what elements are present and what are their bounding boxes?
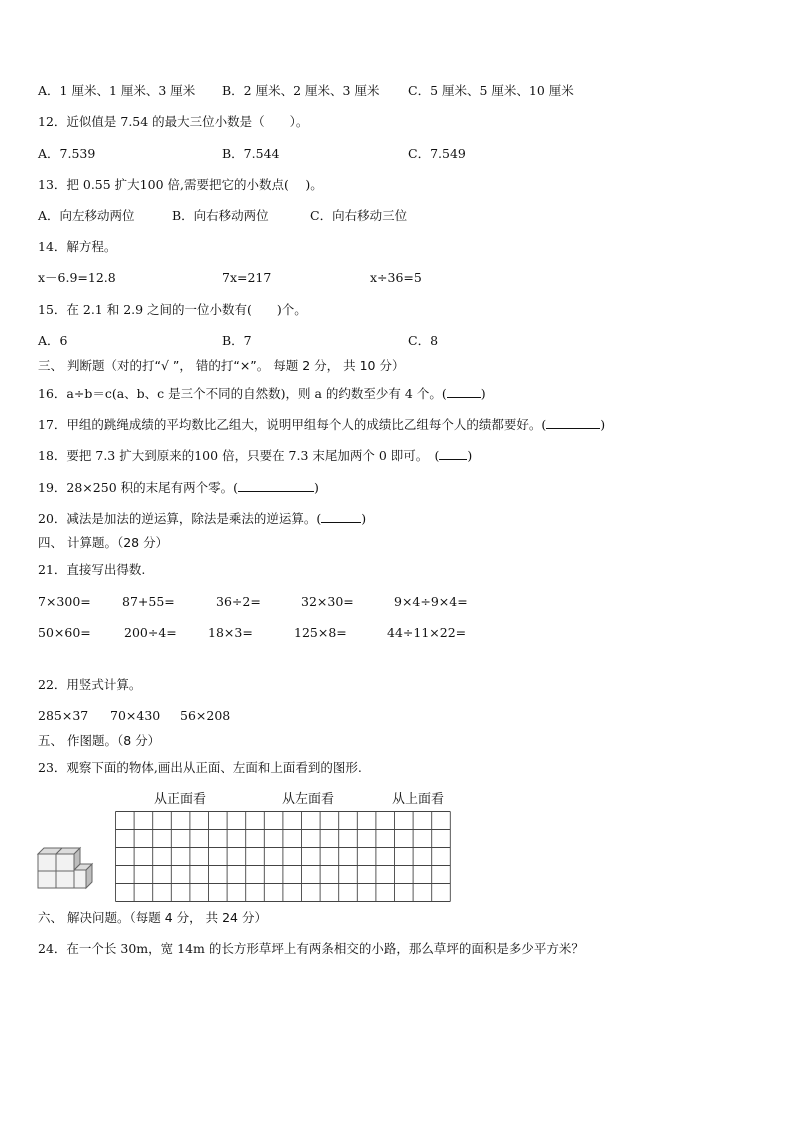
q21-item: 18×3= xyxy=(208,625,253,640)
q15-option-c: C．8 xyxy=(408,333,439,348)
answer-blank[interactable] xyxy=(447,385,481,398)
q23-stem: 23．观察下面的物体,画出从正面、左面和上面看到的图形. xyxy=(38,760,362,775)
q13-option-c: C．向右移动三位 xyxy=(310,208,408,223)
answer-blank[interactable] xyxy=(439,447,467,460)
section-3-heading: 三、 判断题（对的打“√ ”， 错的打“×”。 每题 2 分， 共 10 分） xyxy=(38,358,405,373)
q21-item: 36÷2= xyxy=(216,594,261,609)
q21-item: 44÷11×22= xyxy=(387,625,467,640)
q22-item: 285×37 xyxy=(38,708,89,723)
answer-blank[interactable] xyxy=(321,510,361,523)
q22-item: 70×430 xyxy=(110,708,161,723)
q12-option-c: C．7.549 xyxy=(408,146,466,161)
q21-item: 7×300= xyxy=(38,594,91,609)
q22-stem: 22．用竖式计算。 xyxy=(38,677,142,692)
q14-equation-3: x÷36=5 xyxy=(370,270,422,285)
q14-equation-1: x－6.9=12.8 xyxy=(38,270,116,285)
q22-item: 56×208 xyxy=(180,708,231,723)
drawing-grid[interactable] xyxy=(115,811,451,903)
q12-option-b: B．7.544 xyxy=(222,146,280,161)
q21-item: 50×60= xyxy=(38,625,91,640)
left-view-label: 从左面看 xyxy=(282,792,335,807)
q21-item: 87+55= xyxy=(122,594,175,609)
answer-blank[interactable] xyxy=(546,416,600,429)
q21-stem: 21．直接写出得数. xyxy=(38,562,146,577)
section-4-heading: 四、 计算题。（28 分） xyxy=(38,535,169,550)
q16: 16．a÷b＝c(a、b、c 是三个不同的自然数)，则 a 的约数至少有 4 个。( ) xyxy=(38,386,486,401)
q13-option-b: B．向右移动两位 xyxy=(172,208,269,223)
q15-stem: 15．在 2.1 和 2.9 之间的一位小数有( )个。 xyxy=(38,302,307,317)
q11-option-a: A．1 厘米、1 厘米、3 厘米 xyxy=(38,83,196,98)
q12-stem: 12．近似值是 7.54 的最大三位小数是（ ）。 xyxy=(38,114,309,129)
q21-item: 9×4÷9×4= xyxy=(394,594,468,609)
q20: 20．减法是加法的逆运算，除法是乘法的逆运算。( ) xyxy=(38,511,367,526)
q18: 18．要把 7.3 扩大到原来的100 倍，只要在 7.3 末尾加两个 0 即可。 ( ) xyxy=(38,448,473,463)
q21-item: 125×8= xyxy=(294,625,347,640)
q19: 19．28×250 积的末尾有两个零。( ) xyxy=(38,480,319,495)
q13-stem: 13．把 0.55 扩大100 倍,需要把它的小数点( )。 xyxy=(38,177,323,192)
q11-option-c: C．5 厘米、5 厘米、10 厘米 xyxy=(408,83,574,98)
section-5-heading: 五、 作图题。（8 分） xyxy=(38,733,161,748)
q21-item: 200÷4= xyxy=(124,625,177,640)
q11-option-b: B．2 厘米、2 厘米、3 厘米 xyxy=(222,83,380,98)
q14-stem: 14．解方程。 xyxy=(38,239,117,254)
q15-option-b: B．7 xyxy=(222,333,252,348)
q17: 17．甲组的跳绳成绩的平均数比乙组大，说明甲组每个人的成绩比乙组每个人的绩都要好。( ) xyxy=(38,417,606,432)
front-view-label: 从正面看 xyxy=(154,792,207,807)
q21-item: 32×30= xyxy=(301,594,354,609)
q24: 24．在一个长 30m，宽 14m 的长方形草坪上有两条相交的小路，那么草坪的面积是多少平方米？ xyxy=(38,941,584,956)
q15-option-a: A．6 xyxy=(38,333,68,348)
section-6-heading: 六、 解决问题。（每题 4 分， 共 24 分） xyxy=(38,910,267,925)
top-view-label: 从上面看 xyxy=(392,792,445,807)
cube-solid-figure xyxy=(36,846,94,890)
q13-option-a: A．向左移动两位 xyxy=(38,208,135,223)
q12-option-a: A．7.539 xyxy=(38,146,96,161)
answer-blank[interactable] xyxy=(238,479,314,492)
q14-equation-2: 7x=217 xyxy=(222,270,272,285)
